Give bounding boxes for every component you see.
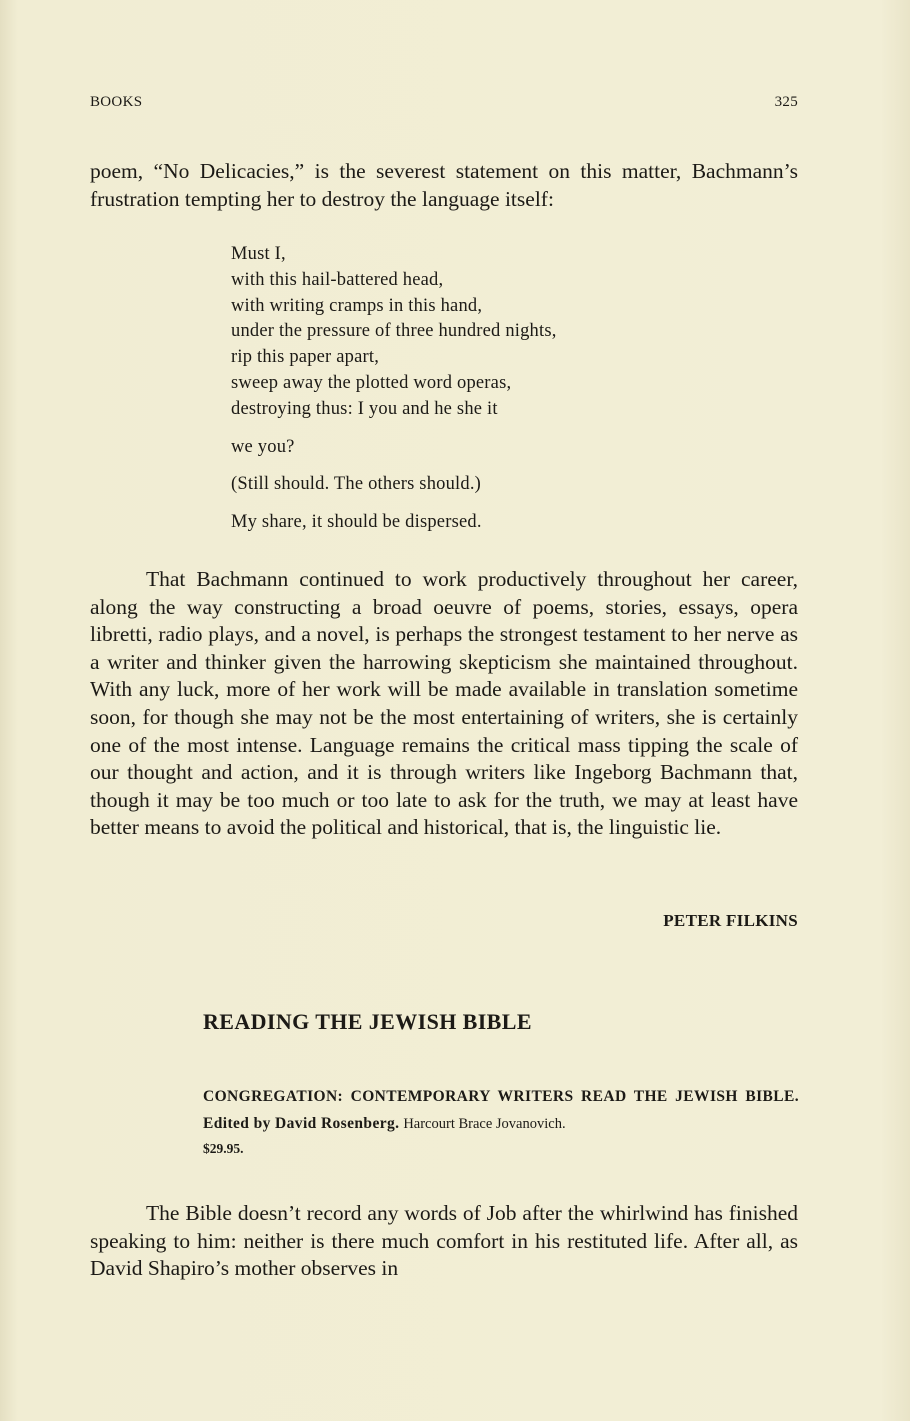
poem-stanza	[231, 472, 751, 498]
book-citation	[203, 1083, 799, 1160]
running-head	[90, 94, 798, 114]
poem-block	[231, 242, 751, 548]
review-opening-paragraph: The Bible doesn’t record any words of Job after the whirlwind has finished speaking to him: neither is there much comfort in his restituted life. After all, as David Shapiro’s mother observes in	[90, 1201, 798, 1281]
poem-line: Must I,	[231, 244, 286, 264]
poem-line: sweep away the plotted word operas,	[231, 372, 512, 393]
poem-stanza	[231, 435, 751, 461]
poem-line: My share, it should be dispersed.	[231, 512, 482, 533]
poem-stanza	[231, 242, 751, 423]
section-label: BOOKS	[90, 94, 143, 110]
poem-line: (Still should. The others should.)	[231, 474, 482, 495]
poem-line: under the pressure of three hundred nights,	[231, 321, 557, 342]
book-price: $29.95.	[203, 1141, 244, 1156]
page-number: 325	[774, 94, 798, 110]
book-editor: Edited by David Rosenberg.	[203, 1115, 400, 1132]
opening-paragraph: poem, “No Delicacies,” is the severest statement on this matter, Bachmann’s frustration tempting her to destroy the language itself:	[90, 159, 798, 211]
reviewer-signature: PETER FILKINS	[663, 911, 798, 930]
closing-paragraph: That Bachmann continued to work productively throughout her career, along the way constructing a broad oeuvre of poems, stories, essays, opera libretti, radio plays, and a novel, is perhaps the strongest testament to her nerve as a writer and thinker given the harrowing skepticism she maintained throughout. With any luck, more of her work will be made available in translation sometime soon, for though she may not be the most entertaining of writers, she is certainly one of the most intense. Language remains the critical mass tipping the scale of our thought and action, and it is through writers like Ingeborg Bachmann that, though it may be too much or too late to ask for the truth, we may at least have better means to avoid the political and historical, that is, the linguistic lie.	[90, 567, 798, 840]
book-title: CONGREGATION: CONTEMPORARY WRITERS READ THE JEWISH BIBLE.	[203, 1088, 799, 1105]
book-publisher: Harcourt Brace Jovanovich.	[403, 1116, 566, 1132]
poem-line: with writing cramps in this hand,	[231, 295, 483, 316]
poem-line: rip this paper apart,	[231, 347, 380, 368]
poem-line: destroying thus: I you and he she it	[231, 398, 498, 419]
article-title: READING THE JEWISH BIBLE	[203, 1009, 532, 1034]
poem-line: we you?	[231, 436, 295, 457]
poem-stanza	[231, 510, 751, 536]
poem-line: with this hail-battered head,	[231, 269, 444, 290]
